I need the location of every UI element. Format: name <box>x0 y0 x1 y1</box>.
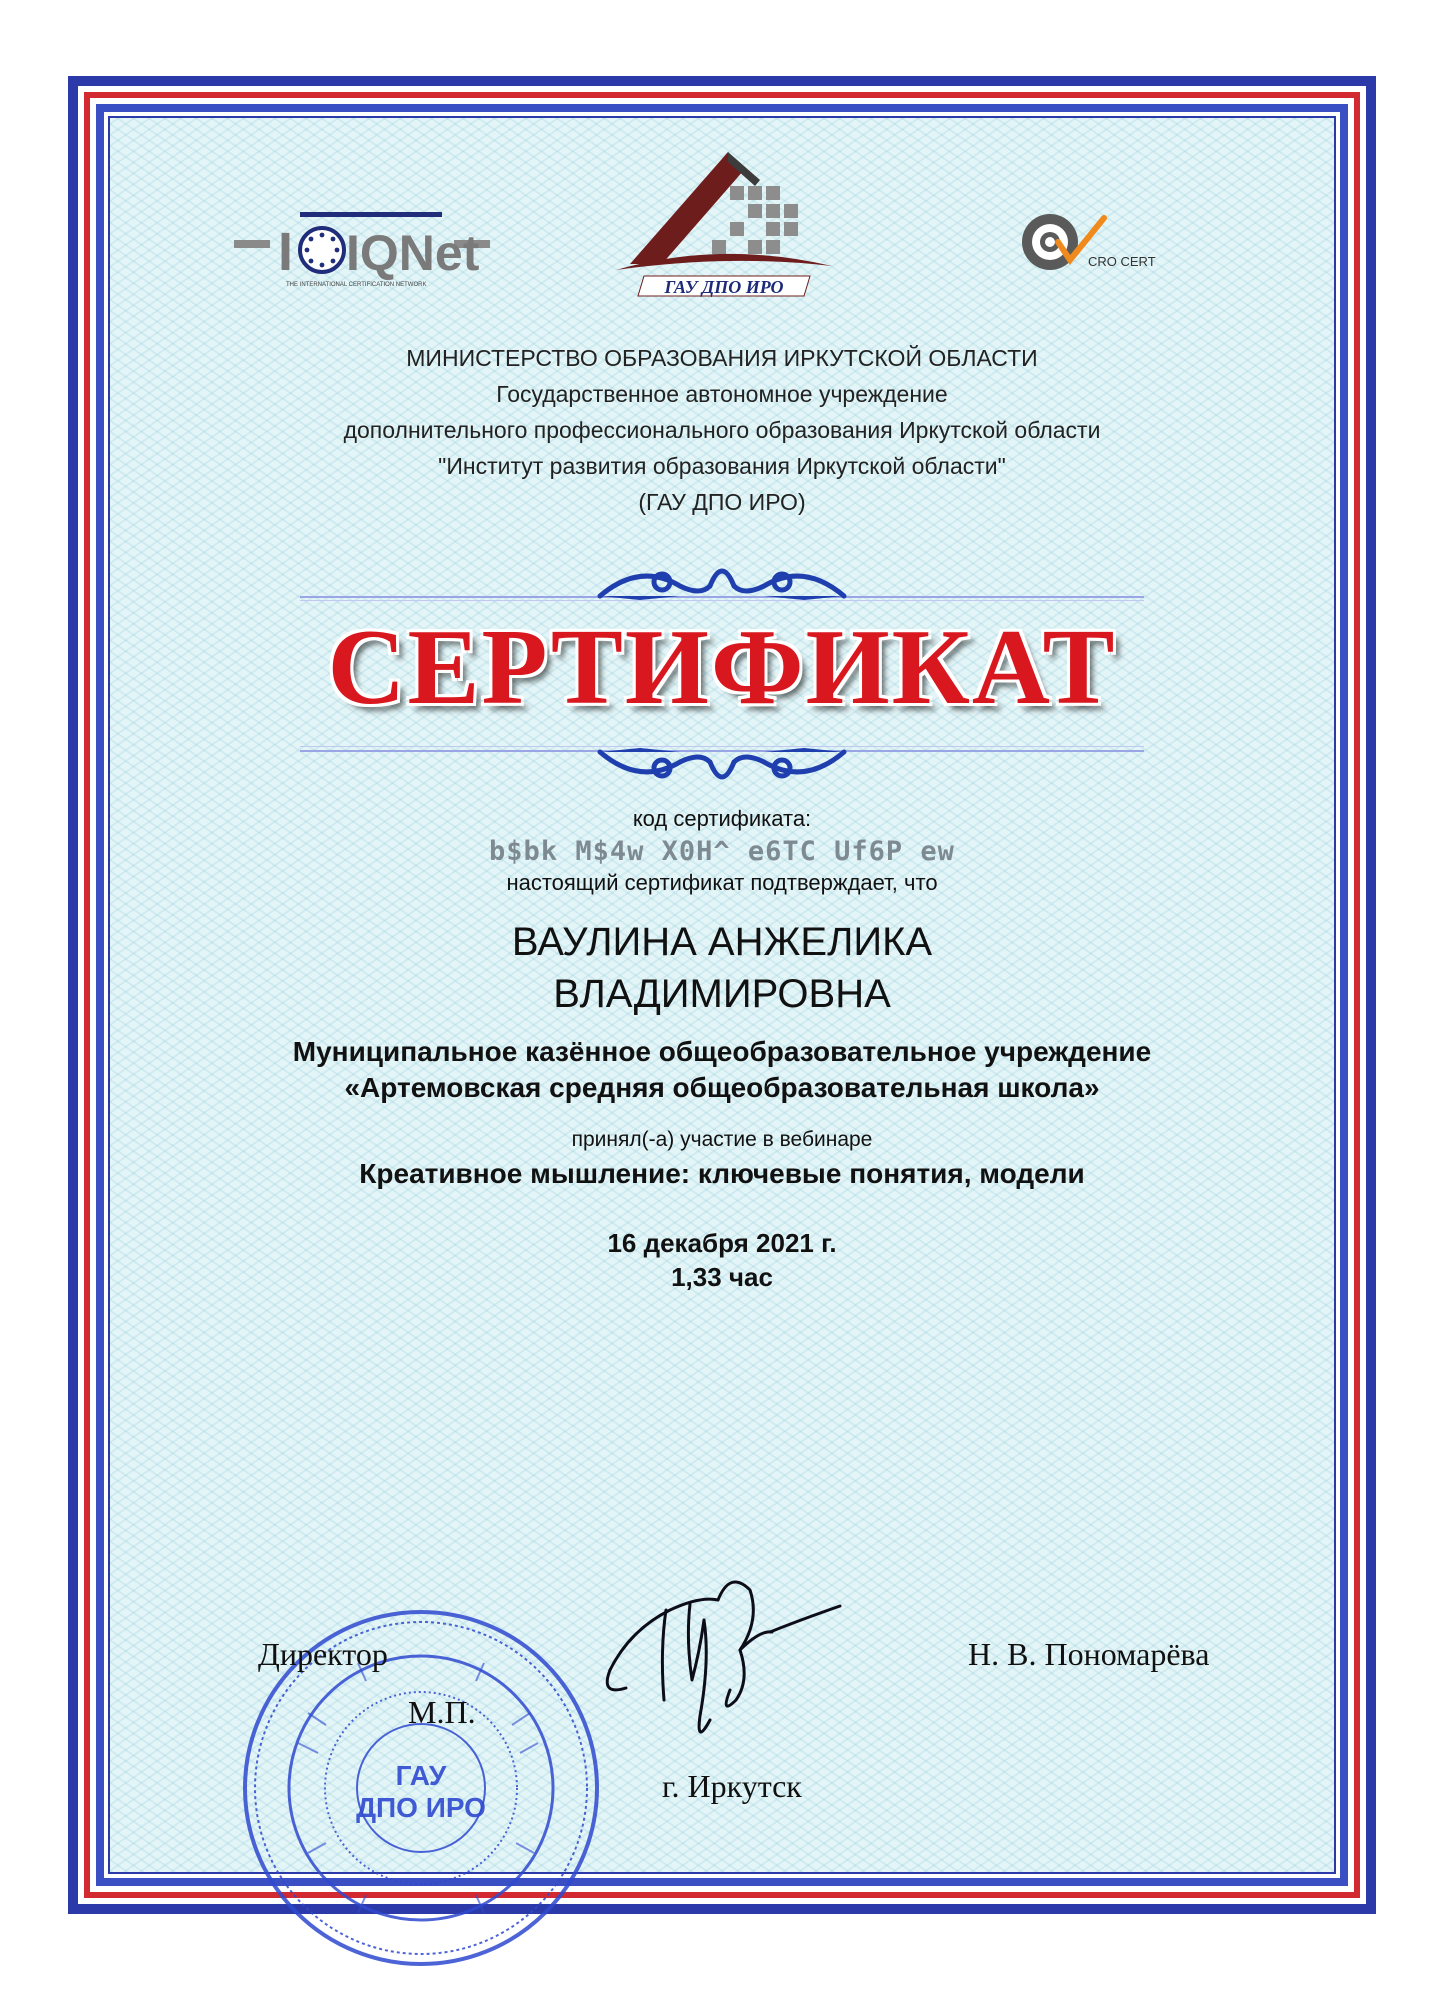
crocert-logo <box>1018 204 1178 284</box>
issuer-ministry: МИНИСТЕРСТВО ОБРАЗОВАНИЯ ИРКУТСКОЙ ОБЛАСТИ <box>406 345 1038 371</box>
participation-text: принял(-а) участие в вебинаре <box>571 1128 873 1151</box>
event-date-block <box>0 1226 1444 1294</box>
organization-line2: «Артемовская средняя общеобразовательная школа» <box>344 1072 1100 1103</box>
issuer-type: Государственное автономное учреждение <box>496 381 948 407</box>
director-name: Н. В. Пономарёва <box>968 1636 1210 1672</box>
issue-city: г. Иркутск <box>662 1768 802 1804</box>
issuer-block <box>0 340 1444 520</box>
event-date: 16 декабря 2021 г. <box>607 1228 837 1258</box>
issuer-abbreviation: (ГАУ ДПО ИРО) <box>638 489 806 515</box>
stamp-center-line1: ГАУ <box>395 1760 447 1791</box>
code-label: код сертификата: <box>632 806 812 831</box>
certificate-title: СЕРТИФИКАТ <box>327 608 1117 727</box>
iqnet-logo <box>234 208 494 292</box>
event-hours: 1,33 час <box>671 1262 773 1292</box>
svg-text:I: I <box>278 222 294 282</box>
recipient-name <box>0 916 1444 1020</box>
crocert-logo-text: CRO CERT <box>1088 254 1156 269</box>
iro-logo-text: ГАУ ДПО ИРО <box>664 277 784 297</box>
ornament-bottom <box>300 740 1144 796</box>
director-role: Директор <box>258 1636 388 1672</box>
webinar-title: Креативное мышление: ключевые понятия, модели <box>359 1158 1085 1189</box>
iro-logo <box>610 146 840 306</box>
issuer-institute: "Институт развития образования Иркутской области" <box>438 453 1006 479</box>
recipient-name-line1: ВАУЛИНА АНЖЕЛИКА <box>511 920 933 964</box>
issuer-education: дополнительного профессионального образования Иркутской области <box>343 417 1101 443</box>
director-signature <box>600 1540 860 1760</box>
ornament-top <box>300 556 1144 612</box>
recipient-organization <box>0 1034 1444 1106</box>
iqnet-logo-text: IQNet <box>346 225 480 281</box>
certificate-code: b$bk M$4w X0H^ e6TC Uf6P ew <box>489 836 955 867</box>
organization-line1: Муниципальное казённое общеобразовательное учреждение <box>292 1036 1152 1067</box>
iqnet-logo-subtitle: THE INTERNATIONAL CERTIFICATION NETWORK <box>286 282 427 288</box>
recipient-name-line2: ВЛАДИМИРОВНА <box>553 972 891 1016</box>
confirmation-text: настоящий сертификат подтверждает, что <box>506 870 938 895</box>
seal-mark: М.П. <box>408 1694 476 1730</box>
stamp-center-line2: ДПО ИРО <box>356 1792 486 1823</box>
